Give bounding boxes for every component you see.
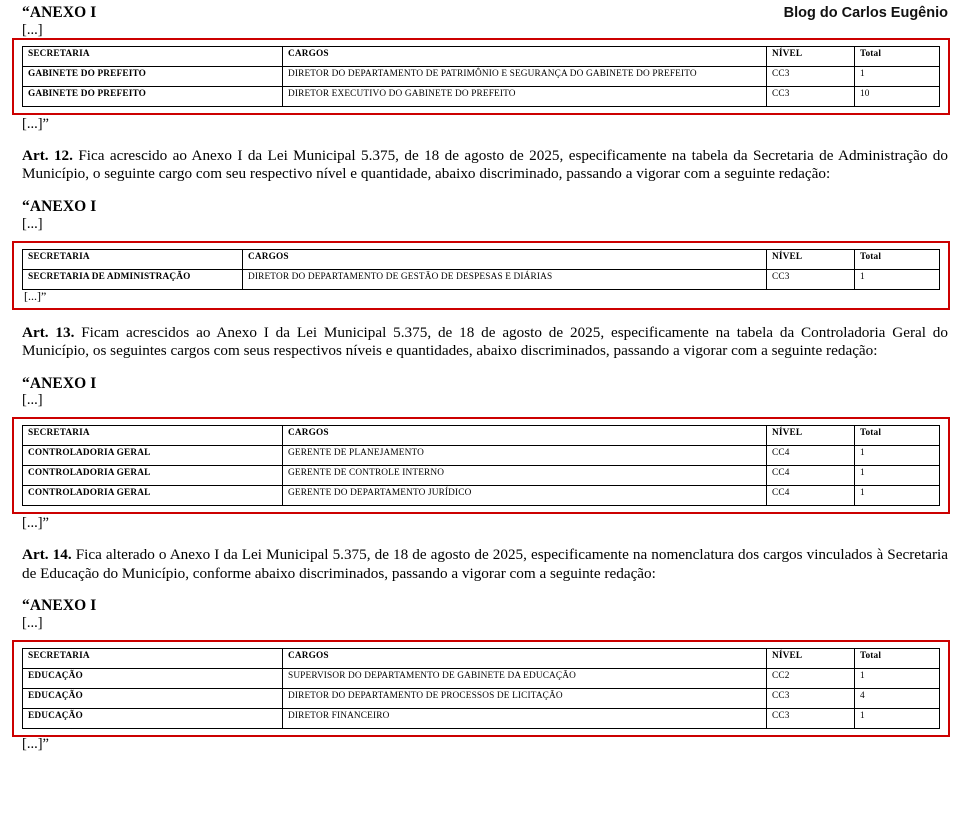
cell-secretaria: CONTROLADORIA GERAL (23, 446, 283, 466)
ellipsis-top: [...] (22, 21, 43, 38)
table-header-row (23, 426, 940, 446)
cell-secretaria: GABINETE DO PREFEITO (23, 87, 283, 107)
highlighted-table-gabinete-prefeito (12, 38, 950, 115)
anexo-heading-art-13 (0, 375, 960, 409)
table-row (23, 87, 940, 107)
ellipsis-art-14: [...] (22, 614, 43, 631)
anexo-title-art-14: “ANEXO I (22, 597, 97, 615)
table-row (23, 446, 940, 466)
column-header-cargos: CARGOS (283, 426, 767, 446)
column-header-nivel: NÍVEL (767, 249, 855, 269)
cell-cargos: DIRETOR EXECUTIVO DO GABINETE DO PREFEITO (283, 87, 767, 107)
cell-secretaria: EDUCAÇÃO (23, 668, 283, 688)
article-text-art-14: Fica alterado o Anexo I da Lei Municipal 5.375, de 18 de agosto de 2025, especificamente na nomenclatura dos cargos vinculados à Secretaria de Educação do Município, conforme abaixo discriminados, passando a vigorar com a seguinte redação: (22, 546, 948, 582)
cell-nivel: CC3 (767, 688, 855, 708)
cell-secretaria: CONTROLADORIA GERAL (23, 486, 283, 506)
ellipsis-after-table-art-12: [...]” (24, 288, 47, 303)
table-header-row (23, 648, 940, 668)
cell-total: 1 (855, 486, 940, 506)
column-header-total: Total (855, 249, 940, 269)
column-header-total: Total (855, 47, 940, 67)
table-header-row (23, 249, 940, 269)
cell-total: 4 (855, 688, 940, 708)
anexo-title-top: “ANEXO I (22, 4, 97, 21)
table-header-row (23, 47, 940, 67)
table-gabinete-prefeito (22, 46, 940, 107)
cell-nivel: CC4 (767, 466, 855, 486)
article-number-art-13: Art. 13. (22, 323, 75, 341)
table-row (23, 466, 940, 486)
highlighted-table-administracao (12, 241, 950, 310)
table-row (23, 668, 940, 688)
cell-nivel: CC3 (767, 67, 855, 87)
ellipsis-after-table-art-14: [...]” (22, 735, 49, 752)
column-header-cargos: CARGOS (283, 648, 767, 668)
cell-cargos: DIRETOR DO DEPARTAMENTO DE PROCESSOS DE LICITAÇÃO (283, 688, 767, 708)
cell-secretaria: GABINETE DO PREFEITO (23, 67, 283, 87)
table-row (23, 708, 940, 728)
ellipsis-after-table-0: [...]” (22, 116, 49, 132)
cell-nivel: CC4 (767, 446, 855, 466)
cell-secretaria: EDUCAÇÃO (23, 688, 283, 708)
article-number-art-14: Art. 14. (22, 546, 72, 564)
cell-total: 1 (855, 67, 940, 87)
cell-total: 10 (855, 87, 940, 107)
cell-nivel: CC3 (767, 708, 855, 728)
table-row (23, 486, 940, 506)
table-row (23, 67, 940, 87)
article-number-art-12: Art. 12. (22, 146, 73, 164)
cell-cargos: DIRETOR DO DEPARTAMENTO DE PATRIMÔNIO E SEGURANÇA DO GABINETE DO PREFEITO (283, 67, 767, 87)
anexo-heading-art-14 (0, 597, 960, 631)
page-header (0, 0, 960, 38)
table-educacao (22, 648, 940, 729)
article-paragraph-art-12 (0, 147, 960, 184)
column-header-total: Total (855, 426, 940, 446)
cell-secretaria: SECRETARIA DE ADMINISTRAÇÃO (23, 269, 243, 289)
column-header-nivel: NÍVEL (767, 47, 855, 67)
cell-cargos: DIRETOR FINANCEIRO (283, 708, 767, 728)
cell-cargos: GERENTE DO DEPARTAMENTO JURÍDICO (283, 486, 767, 506)
column-header-secretaria: SECRETARIA (23, 426, 283, 446)
table-row (23, 688, 940, 708)
ellipsis-art-12: [...] (22, 215, 43, 232)
anexo-title-art-12: “ANEXO I (22, 198, 97, 216)
blog-watermark: Blog do Carlos Eugênio (783, 5, 948, 21)
cell-cargos: GERENTE DE CONTROLE INTERNO (283, 466, 767, 486)
column-header-cargos: CARGOS (243, 249, 767, 269)
cell-total: 1 (855, 269, 940, 289)
anexo-title-art-13: “ANEXO I (22, 374, 97, 392)
column-header-nivel: NÍVEL (767, 426, 855, 446)
column-header-cargos: CARGOS (283, 47, 767, 67)
table-controladoria (22, 425, 940, 506)
article-text-art-12: Fica acrescido ao Anexo I da Lei Municipal 5.375, de 18 de agosto de 2025, especificamente na tabela da Secretaria de Administração do Município, o seguinte cargo com seu respectivo nível e quantidade, abaixo discriminado, passando a vigorar com a seguinte redação: (22, 146, 948, 183)
article-paragraph-art-13 (0, 324, 960, 361)
column-header-nivel: NÍVEL (767, 648, 855, 668)
cell-secretaria: EDUCAÇÃO (23, 708, 283, 728)
cell-nivel: CC4 (767, 486, 855, 506)
table-administracao (22, 249, 940, 290)
column-header-secretaria: SECRETARIA (23, 249, 243, 269)
cell-secretaria: CONTROLADORIA GERAL (23, 466, 283, 486)
cell-cargos: DIRETOR DO DEPARTAMENTO DE GESTÃO DE DESPESAS E DIÁRIAS (243, 269, 767, 289)
article-text-art-13: Ficam acrescidos ao Anexo I da Lei Municipal 5.375, de 18 de agosto de 2025, especificamente na tabela da Controladoria Geral do Município, os seguintes cargos com seus respectivos níveis e quantidades, abaixo discriminados, passando a vigorar com a seguinte redação: (22, 323, 948, 360)
cell-cargos: GERENTE DE PLANEJAMENTO (283, 446, 767, 466)
highlighted-table-educacao (12, 640, 950, 737)
cell-total: 1 (855, 466, 940, 486)
ellipsis-after-table-art-13: [...]” (22, 515, 49, 532)
cell-total: 1 (855, 446, 940, 466)
cell-total: 1 (855, 708, 940, 728)
cell-cargos: SUPERVISOR DO DEPARTAMENTO DE GABINETE DA EDUCAÇÃO (283, 668, 767, 688)
cell-nivel: CC2 (767, 668, 855, 688)
column-header-secretaria: SECRETARIA (23, 47, 283, 67)
anexo-heading-art-12 (0, 198, 960, 232)
column-header-total: Total (855, 648, 940, 668)
cell-nivel: CC3 (767, 87, 855, 107)
cell-nivel: CC3 (767, 269, 855, 289)
article-paragraph-art-14 (0, 546, 960, 583)
table-row (23, 269, 940, 289)
column-header-secretaria: SECRETARIA (23, 648, 283, 668)
highlighted-table-controladoria (12, 417, 950, 514)
cell-total: 1 (855, 668, 940, 688)
ellipsis-art-13: [...] (22, 392, 43, 409)
